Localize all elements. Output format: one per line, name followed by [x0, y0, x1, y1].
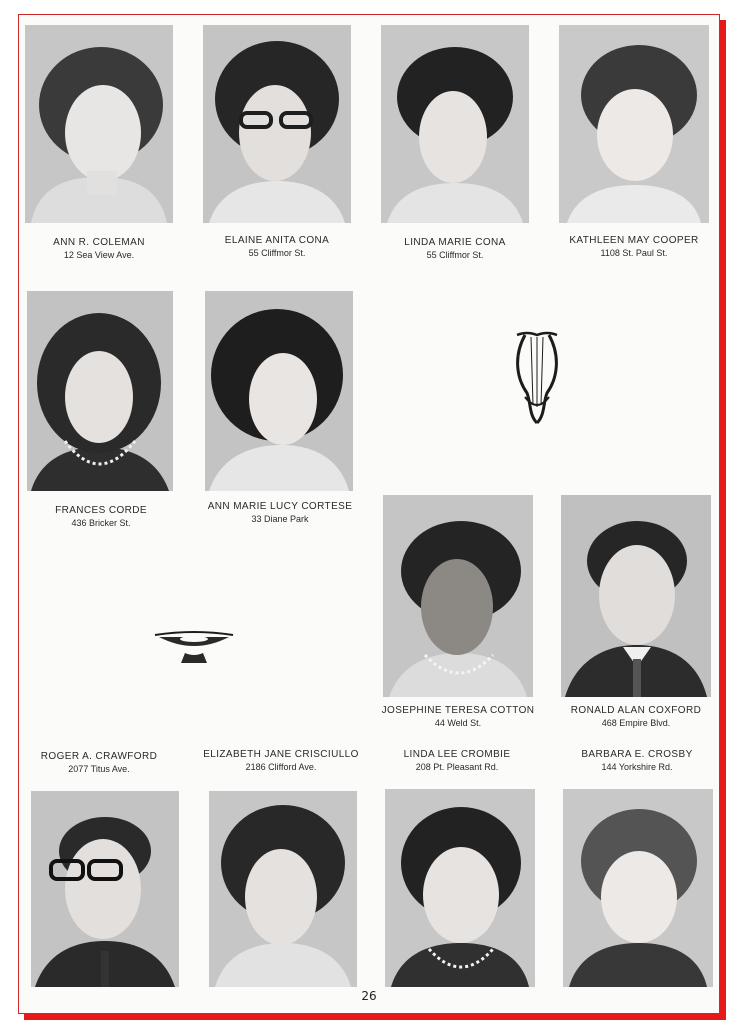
- student-name: ELIZABETH JANE CRISCIULLO: [203, 749, 359, 760]
- portrait-photo-ann-r-coleman: [25, 25, 173, 223]
- portrait-photo-frances-corde: [27, 291, 173, 491]
- student-name: ANN MARIE LUCY CORTESE: [207, 501, 353, 512]
- caption-kathleen-may-cooper: [549, 235, 719, 258]
- portrait-photo-roger-a-crawford: [31, 791, 179, 987]
- student-address: 436 Bricker St.: [71, 517, 131, 528]
- student-name: FRANCES CORDE: [55, 505, 147, 516]
- student-name: LINDA MARIE CONA: [404, 237, 506, 248]
- caption-roger-a-crawford: [19, 751, 179, 774]
- student-name: ROGER A. CRAWFORD: [40, 751, 158, 762]
- caption-josephine-teresa-cotton: [371, 705, 545, 728]
- student-name: ELAINE ANITA CONA: [224, 235, 330, 246]
- student-address: 12 Sea View Ave.: [63, 249, 135, 260]
- caption-elizabeth-jane-crisciullo: [191, 749, 371, 772]
- caption-linda-lee-crombie: [377, 749, 537, 772]
- student-address: 55 Cliffmor St.: [426, 249, 484, 260]
- student-address: 55 Cliffmor St.: [248, 247, 306, 258]
- student-address: 1108 St. Paul St.: [600, 247, 668, 258]
- caption-frances-corde: [21, 505, 181, 528]
- student-address: 44 Weld St.: [434, 717, 482, 728]
- caption-barbara-e-crosby: [555, 749, 719, 772]
- portrait-photo-josephine-teresa-cotton: [383, 495, 533, 697]
- caption-ann-marie-lucy-cortese: [195, 501, 365, 524]
- portrait-photo-elizabeth-jane-crisciullo: [209, 791, 357, 987]
- portrait-photo-linda-marie-cona: [381, 25, 529, 223]
- caption-elaine-anita-cona: [197, 235, 357, 258]
- portrait-photo-kathleen-may-cooper: [559, 25, 709, 223]
- caption-linda-marie-cona: [375, 237, 535, 260]
- page-number: 26: [361, 989, 377, 1003]
- portrait-photo-linda-lee-crombie: [385, 789, 535, 987]
- student-name: RONALD ALAN COXFORD: [570, 705, 702, 716]
- student-address: 208 Pt. Pleasant Rd.: [415, 761, 499, 772]
- portrait-photo-ronald-alan-coxford: [561, 495, 711, 697]
- portrait-photo-ann-marie-lucy-cortese: [205, 291, 353, 491]
- student-name: ANN R. COLEMAN: [53, 237, 145, 248]
- student-address: 468 Empire Blvd.: [601, 717, 671, 728]
- student-address: 2186 Clifford Ave.: [245, 761, 317, 772]
- caption-ann-r-coleman: [19, 237, 179, 260]
- caption-ronald-alan-coxford: [551, 705, 720, 728]
- portrait-photo-barbara-e-crosby: [563, 789, 713, 987]
- student-name: JOSEPHINE TERESA COTTON: [381, 705, 535, 716]
- student-name: KATHLEEN MAY COOPER: [569, 235, 699, 246]
- lamp-of-learning-icon: [151, 627, 237, 667]
- yearbook-page: [18, 14, 720, 1014]
- student-name: BARBARA E. CROSBY: [581, 749, 693, 760]
- student-address: 33 Diane Park: [251, 513, 309, 524]
- portrait-photo-elaine-anita-cona: [203, 25, 351, 223]
- lyre-emblem-icon: [513, 327, 561, 427]
- student-address: 144 Yorkshire Rd.: [601, 761, 673, 772]
- student-address: 2077 Titus Ave.: [68, 763, 130, 774]
- student-name: LINDA LEE CROMBIE: [403, 749, 511, 760]
